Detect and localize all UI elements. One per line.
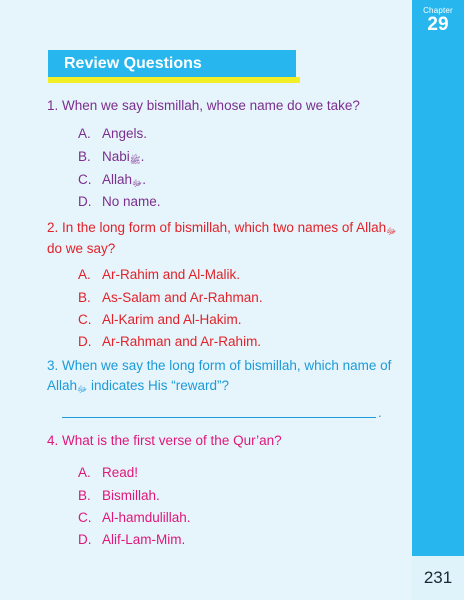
- option-letter: C.: [78, 172, 92, 187]
- option-letter: B.: [78, 290, 91, 305]
- question-3-line-2-start: Allah: [47, 378, 78, 393]
- q2-option-b[interactable]: [78, 289, 263, 307]
- option-text: As-Salam and Ar-Rahman.: [102, 290, 263, 305]
- option-text: Allah: [102, 172, 133, 187]
- option-suffix: .: [140, 149, 145, 164]
- q1-option-a[interactable]: [78, 125, 147, 143]
- q1-option-b[interactable]: [78, 148, 144, 167]
- q2-option-d[interactable]: [78, 333, 261, 351]
- option-letter: A.: [78, 465, 91, 480]
- answer-line-end: .: [378, 405, 382, 420]
- option-text: Angels.: [102, 126, 148, 141]
- option-letter: A.: [78, 126, 91, 141]
- section-title: Review Questions: [64, 55, 202, 72]
- honorific-icon: ﷺ: [129, 155, 141, 165]
- option-text: Al-hamdulillah.: [102, 510, 191, 525]
- q2-option-c[interactable]: [78, 311, 242, 329]
- option-letter: B.: [78, 488, 91, 503]
- option-text: No name.: [102, 194, 161, 209]
- question-3-line-1: 3. When we say the long form of bismillah, which name of: [47, 358, 392, 373]
- option-letter: D.: [78, 334, 92, 349]
- honorific-icon: ﷻ: [386, 226, 397, 236]
- option-text: Read!: [102, 465, 139, 480]
- question-2: [47, 218, 396, 259]
- question-3: [47, 356, 391, 397]
- chapter-label: Chapter: [423, 6, 453, 15]
- q4-option-b[interactable]: [78, 487, 160, 505]
- option-text: Alif-Lam-Mim.: [102, 532, 186, 547]
- question-4: 4. What is the first verse of the Qur’an?: [47, 433, 282, 448]
- option-letter: D.: [78, 532, 92, 547]
- option-suffix: .: [142, 172, 146, 187]
- option-letter: C.: [78, 510, 92, 525]
- header-underline: [48, 77, 300, 83]
- q2-option-a[interactable]: [78, 266, 240, 284]
- option-text: Nabi: [102, 149, 130, 164]
- chapter-number: 29: [427, 14, 449, 35]
- answer-line[interactable]: [62, 417, 376, 418]
- page-number: 231: [412, 556, 464, 600]
- option-text: Al-Karim and Al-Hakim.: [102, 312, 242, 327]
- option-text: Ar-Rahim and Al-Malik.: [102, 267, 241, 282]
- option-text: Ar-Rahman and Ar-Rahim.: [102, 334, 262, 349]
- question-3-line-2-end: indicates His “reward”?: [87, 378, 229, 393]
- question-2-line-1: 2. In the long form of bismillah, which two names of Allah: [47, 220, 387, 235]
- q4-option-a[interactable]: [78, 464, 138, 482]
- honorific-icon: ﷻ: [132, 178, 143, 188]
- q4-option-c[interactable]: [78, 509, 191, 527]
- question-1: 1. When we say bismillah, whose name do we take?: [47, 98, 360, 113]
- q4-option-d[interactable]: [78, 531, 185, 549]
- honorific-icon: ﷻ: [77, 384, 88, 394]
- q1-option-d[interactable]: [78, 193, 161, 211]
- option-letter: C.: [78, 312, 92, 327]
- chapter-sidebar: [412, 0, 464, 600]
- question-2-line-2: do we say?: [47, 241, 116, 256]
- q1-option-c[interactable]: [78, 171, 146, 190]
- option-letter: D.: [78, 194, 92, 209]
- option-letter: B.: [78, 149, 91, 164]
- option-text: Bismillah.: [102, 488, 160, 503]
- option-letter: A.: [78, 267, 91, 282]
